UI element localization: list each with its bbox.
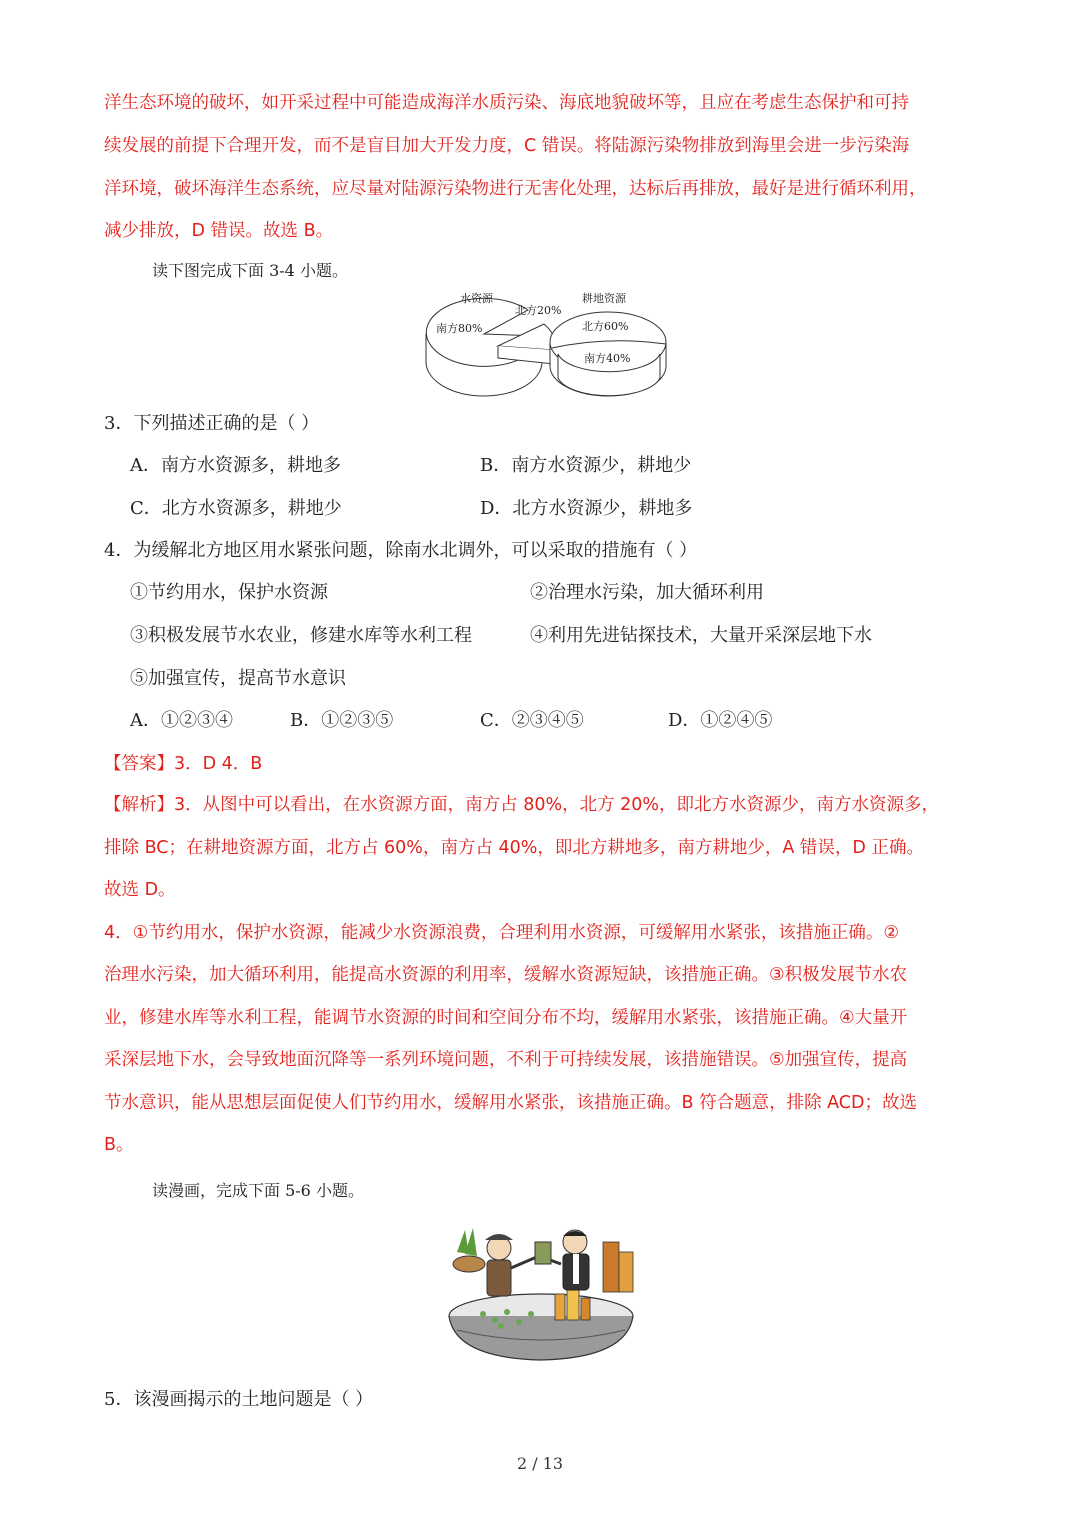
analysis-3-line: 故选 D。 [104, 880, 176, 900]
cartoon-illustration [443, 1212, 639, 1364]
q3-option: D．北方水资源少，耕地多 [480, 498, 693, 519]
analysis-4-line: 业，修建水库等水利工程，能调节水资源的时间和空间分布不均，缓解用水紧张，该措施正确。④大量开 [104, 1008, 908, 1028]
q4-item: ①节约用水，保护水资源 [130, 582, 328, 603]
q3-option: C．北方水资源多，耕地少 [130, 498, 342, 519]
q4-stem: 4．为缓解北方地区用水紧张问题，除南水北调外，可以采取的措施有（ ） [104, 540, 698, 561]
pie-label: 南方80% [436, 322, 483, 335]
intro-5-6: 读漫画，完成下面 5-6 小题。 [152, 1181, 364, 1200]
analysis-4-line: 节水意识，能从思想层面促使人们节约用水，缓解用水紧张，该措施正确。B 符合题意，排除 ACD；故选 [104, 1093, 917, 1113]
answer-line: 【答案】3．D 4．B [104, 754, 263, 774]
analysis-3-line: 排除 BC；在耕地资源方面，北方占 60%，南方占 40%，即北方耕地多，南方耕地少，A 错误，D 正确。 [104, 838, 924, 858]
intro-3-4: 读下图完成下面 3-4 小题。 [152, 261, 348, 280]
analysis-4-line: 4．①节约用水，保护水资源，能减少水资源浪费，合理利用水资源，可缓解用水紧张，该措施正确。② [104, 923, 900, 943]
para1-line: 续发展的前提下合理开发，而不是盲目加大开发力度，C 错误。将陆源污染物排放到海里会进一步污染海 [104, 136, 910, 156]
analysis-4-line: 采深层地下水，会导致地面沉降等一系列环境问题，不利于可持续发展，该措施错误。⑤加强宣传，提高 [104, 1050, 908, 1070]
para1-line: 洋生态环境的破坏，如开采过程中可能造成海洋水质污染、海底地貌破坏等，且应在考虑生态保护和可持 [104, 93, 909, 113]
para1-line: 减少排放，D 错误。故选 B。 [104, 221, 334, 241]
q4-option: A．①②③④ [130, 710, 233, 731]
analysis-3-line: 【解析】3．从图中可以看出，在水资源方面，南方占 80%，北方 20%，即北方水资源少，南方水资源多， [104, 795, 940, 815]
q4-item: ④利用先进钻探技术，大量开采深层地下水 [530, 625, 872, 646]
analysis-4-line: B。 [104, 1135, 134, 1155]
para1-line: 洋环境，破坏海洋生态系统，应尽量对陆源污染物进行无害化处理，达标后再排放，最好是进行循环利用， [104, 179, 927, 199]
pie-label: 耕地资源 [582, 292, 626, 305]
q5-stem: 5．该漫画揭示的土地问题是（ ） [104, 1389, 374, 1410]
q3-stem: 3．下列描述正确的是（ ） [104, 413, 320, 434]
pie-label: 北方20% [515, 304, 562, 317]
pie-figure [420, 288, 670, 406]
page-number: 2 / 13 [516, 1454, 564, 1473]
pie-label: 水资源 [460, 292, 493, 305]
q3-option: A．南方水资源多，耕地多 [130, 455, 341, 476]
q3-option: B．南方水资源少，耕地少 [480, 455, 692, 476]
q4-option: D．①②④⑤ [668, 710, 773, 731]
q4-item: ③积极发展节水农业，修建水库等水利工程 [130, 625, 472, 646]
pie-label: 南方40% [584, 352, 631, 365]
q4-option: B．①②③⑤ [290, 710, 394, 731]
q4-item: ②治理水污染，加大循环利用 [530, 582, 764, 603]
analysis-4-line: 治理水污染，加大循环利用，能提高水资源的利用率，缓解水资源短缺，该措施正确。③积极发展节水农 [104, 965, 908, 985]
q4-option: C．②③④⑤ [480, 710, 584, 731]
pie-label: 北方60% [582, 320, 629, 333]
q4-item: ⑤加强宣传，提高节水意识 [130, 668, 346, 689]
